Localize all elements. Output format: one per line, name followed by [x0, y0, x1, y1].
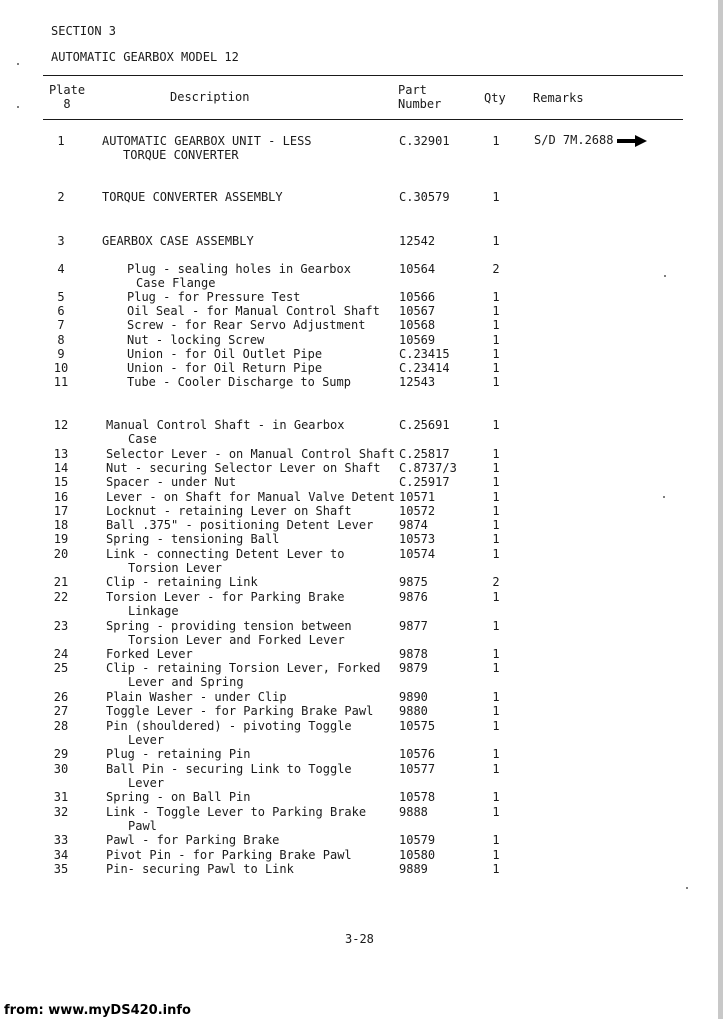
part-number: 9888: [399, 805, 428, 819]
plate-number: 25: [53, 661, 69, 675]
part-description: Pawl: [128, 819, 157, 834]
part-description: Selector Lever - on Manual Control Shaft: [106, 447, 395, 461]
part-number: 10580: [399, 848, 436, 862]
part-description: Clip - retaining Torsion Lever, Forked: [106, 661, 381, 675]
plate-number: 10: [53, 361, 69, 375]
plate-number: 3: [57, 234, 65, 248]
part-description: Spring - tensioning Ball: [106, 532, 280, 546]
quantity: 1: [492, 862, 500, 876]
part-description: Plug - retaining Pin: [106, 747, 251, 761]
quantity: 1: [492, 490, 500, 504]
quantity: 1: [492, 504, 500, 518]
plate-number: 2: [57, 190, 65, 204]
scan-edge: [718, 0, 723, 1019]
part-number: 9874: [399, 518, 428, 532]
part-number: C.30579: [399, 190, 450, 204]
quantity: 1: [492, 418, 500, 432]
quantity: 1: [492, 647, 500, 661]
quantity: 1: [492, 619, 500, 633]
part-description: Locknut - retaining Lever on Shaft: [106, 504, 352, 518]
header-top-rule: [43, 75, 683, 76]
section-label: SECTION 3: [51, 24, 117, 38]
part-description: Spacer - under Nut: [106, 475, 237, 489]
part-description: Case: [128, 432, 157, 447]
quantity: 1: [492, 747, 500, 761]
plate-number: 26: [53, 690, 69, 704]
part-description: Link - Toggle Lever to Parking Brake: [106, 805, 367, 819]
header-number: Number: [398, 97, 442, 111]
plate-number: 34: [53, 848, 69, 862]
plate-number: 5: [57, 290, 65, 304]
part-description: GEARBOX CASE ASSEMBLY: [102, 234, 254, 248]
quantity: 1: [492, 518, 500, 532]
scan-speck: [663, 496, 665, 498]
part-description: Toggle Lever - for Parking Brake Pawl: [106, 704, 374, 718]
plate-number: 9: [57, 347, 65, 361]
part-description: Torsion Lever - for Parking Brake: [106, 590, 345, 604]
quantity: 1: [492, 848, 500, 862]
quantity: 1: [492, 833, 500, 847]
part-number: C.25817: [399, 447, 450, 461]
part-number: C.32901: [399, 134, 450, 148]
part-number: 9889: [399, 862, 428, 876]
part-description: Screw - for Rear Servo Adjustment: [127, 318, 366, 332]
page-title: AUTOMATIC GEARBOX MODEL 12: [51, 50, 239, 64]
quantity: 1: [492, 290, 500, 304]
part-description: Oil Seal - for Manual Control Shaft: [127, 304, 380, 318]
plate-number: 12: [53, 418, 69, 432]
header-part: Part: [398, 83, 427, 97]
part-number: 10576: [399, 747, 436, 761]
quantity: 1: [492, 719, 500, 733]
part-description: Pin- securing Pawl to Link: [106, 862, 294, 876]
part-number: C.23414: [399, 361, 450, 375]
quantity: 1: [492, 447, 500, 461]
part-description: Spring - on Ball Pin: [106, 790, 251, 804]
quantity: 1: [492, 661, 500, 675]
part-description: TORQUE CONVERTER ASSEMBLY: [102, 190, 283, 204]
part-number: 10573: [399, 532, 436, 546]
part-description: Manual Control Shaft - in Gearbox: [106, 418, 345, 432]
plate-number: 17: [53, 504, 69, 518]
part-description: Torsion Lever: [128, 561, 222, 576]
part-number: 10569: [399, 333, 436, 347]
quantity: 1: [492, 590, 500, 604]
part-description: Lever - on Shaft for Manual Valve Detent: [106, 490, 395, 504]
scan-speck: [664, 275, 666, 277]
part-description: Linkage: [128, 604, 179, 619]
plate-number: 11: [53, 375, 69, 389]
part-number: 9880: [399, 704, 428, 718]
plate-number: 29: [53, 747, 69, 761]
quantity: 1: [492, 762, 500, 776]
quantity: 1: [492, 361, 500, 375]
plate-number: 14: [53, 461, 69, 475]
quantity: 1: [492, 134, 500, 148]
part-number: 10579: [399, 833, 436, 847]
scan-speck: [17, 63, 19, 65]
part-number: 10567: [399, 304, 436, 318]
plate-number: 22: [53, 590, 69, 604]
quantity: 1: [492, 234, 500, 248]
part-description: Ball .375" - positioning Detent Lever: [106, 518, 374, 532]
plate-number: 33: [53, 833, 69, 847]
remarks: [534, 133, 647, 147]
part-number: 10572: [399, 504, 436, 518]
part-description: Nut - securing Selector Lever on Shaft: [106, 461, 381, 475]
plate-number: 32: [53, 805, 69, 819]
part-description: Pivot Pin - for Parking Brake Pawl: [106, 848, 352, 862]
part-description: Case Flange: [136, 276, 216, 291]
header-bottom-rule: [43, 119, 683, 120]
part-number: 9879: [399, 661, 428, 675]
quantity: 1: [492, 790, 500, 804]
part-description: Torsion Lever and Forked Lever: [128, 633, 345, 648]
scan-speck: [686, 887, 688, 889]
part-number: 9876: [399, 590, 428, 604]
part-description: Link - connecting Detent Lever to: [106, 547, 345, 561]
page-number: 3-28: [345, 932, 374, 946]
header-remarks: Remarks: [533, 91, 584, 105]
source-footer: from: www.myDS420.info: [4, 1003, 191, 1018]
part-description: Union - for Oil Outlet Pipe: [127, 347, 323, 361]
quantity: 2: [492, 575, 500, 589]
part-description: TORQUE CONVERTER: [123, 148, 239, 163]
part-description: Plug - sealing holes in Gearbox: [127, 262, 351, 276]
quantity: 1: [492, 333, 500, 347]
header-plate: Plate: [48, 83, 86, 97]
part-description: Pin (shouldered) - pivoting Toggle: [106, 719, 352, 733]
part-description: Nut - locking Screw: [127, 333, 265, 347]
part-description: Pawl - for Parking Brake: [106, 833, 280, 847]
remarks-text: S/D 7M.2688: [534, 133, 614, 147]
plate-number: 31: [53, 790, 69, 804]
part-number: 12543: [399, 375, 436, 389]
plate-number: 15: [53, 475, 69, 489]
header-qty: Qty: [484, 91, 506, 105]
plate-number: 30: [53, 762, 69, 776]
quantity: 2: [492, 262, 500, 276]
quantity: 1: [492, 304, 500, 318]
plate-number: 24: [53, 647, 69, 661]
part-description: Ball Pin - securing Link to Toggle: [106, 762, 352, 776]
part-description: Lever: [128, 733, 165, 748]
scan-speck: [17, 106, 19, 108]
arrow-right-icon: [617, 135, 647, 147]
part-description: Plain Washer - under Clip: [106, 690, 287, 704]
part-number: 9890: [399, 690, 428, 704]
plate-number: 35: [53, 862, 69, 876]
part-number: C.23415: [399, 347, 450, 361]
part-description: Forked Lever: [106, 647, 193, 661]
quantity: 1: [492, 690, 500, 704]
plate-number: 1: [57, 134, 65, 148]
part-number: C.25917: [399, 475, 450, 489]
plate-number: 27: [53, 704, 69, 718]
plate-number: 18: [53, 518, 69, 532]
part-description: Union - for Oil Return Pipe: [127, 361, 323, 375]
part-number: 10575: [399, 719, 436, 733]
quantity: 1: [492, 532, 500, 546]
part-number: 10577: [399, 762, 436, 776]
quantity: 1: [492, 318, 500, 332]
plate-number: 20: [53, 547, 69, 561]
quantity: 1: [492, 190, 500, 204]
part-number: 10574: [399, 547, 436, 561]
plate-number: 28: [53, 719, 69, 733]
plate-number: 21: [53, 575, 69, 589]
plate-number: 4: [57, 262, 65, 276]
quantity: 1: [492, 704, 500, 718]
part-description: Lever: [128, 776, 165, 791]
plate-number: 7: [57, 318, 65, 332]
part-description: Lever and Spring: [128, 675, 244, 690]
part-number: 10571: [399, 490, 436, 504]
part-number: C.8737/3: [399, 461, 457, 475]
part-description: AUTOMATIC GEARBOX UNIT - LESS: [102, 134, 312, 148]
quantity: 1: [492, 547, 500, 561]
quantity: 1: [492, 475, 500, 489]
part-number: 9875: [399, 575, 428, 589]
plate-number: 19: [53, 532, 69, 546]
part-description: Spring - providing tension between: [106, 619, 352, 633]
part-number: 10578: [399, 790, 436, 804]
part-number: 9878: [399, 647, 428, 661]
plate-number: 6: [57, 304, 65, 318]
part-number: 12542: [399, 234, 436, 248]
plate-number: 8: [57, 333, 65, 347]
quantity: 1: [492, 375, 500, 389]
plate-number: 23: [53, 619, 69, 633]
plate-number: 13: [53, 447, 69, 461]
header-plate-number: 8: [63, 97, 71, 111]
part-number: 9877: [399, 619, 428, 633]
quantity: 1: [492, 347, 500, 361]
part-number: C.25691: [399, 418, 450, 432]
part-number: 10568: [399, 318, 436, 332]
part-number: 10564: [399, 262, 436, 276]
quantity: 1: [492, 461, 500, 475]
header-description: Description: [170, 90, 250, 104]
part-description: Clip - retaining Link: [106, 575, 258, 589]
quantity: 1: [492, 805, 500, 819]
part-description: Plug - for Pressure Test: [127, 290, 301, 304]
plate-number: 16: [53, 490, 69, 504]
part-description: Tube - Cooler Discharge to Sump: [127, 375, 351, 389]
part-number: 10566: [399, 290, 436, 304]
